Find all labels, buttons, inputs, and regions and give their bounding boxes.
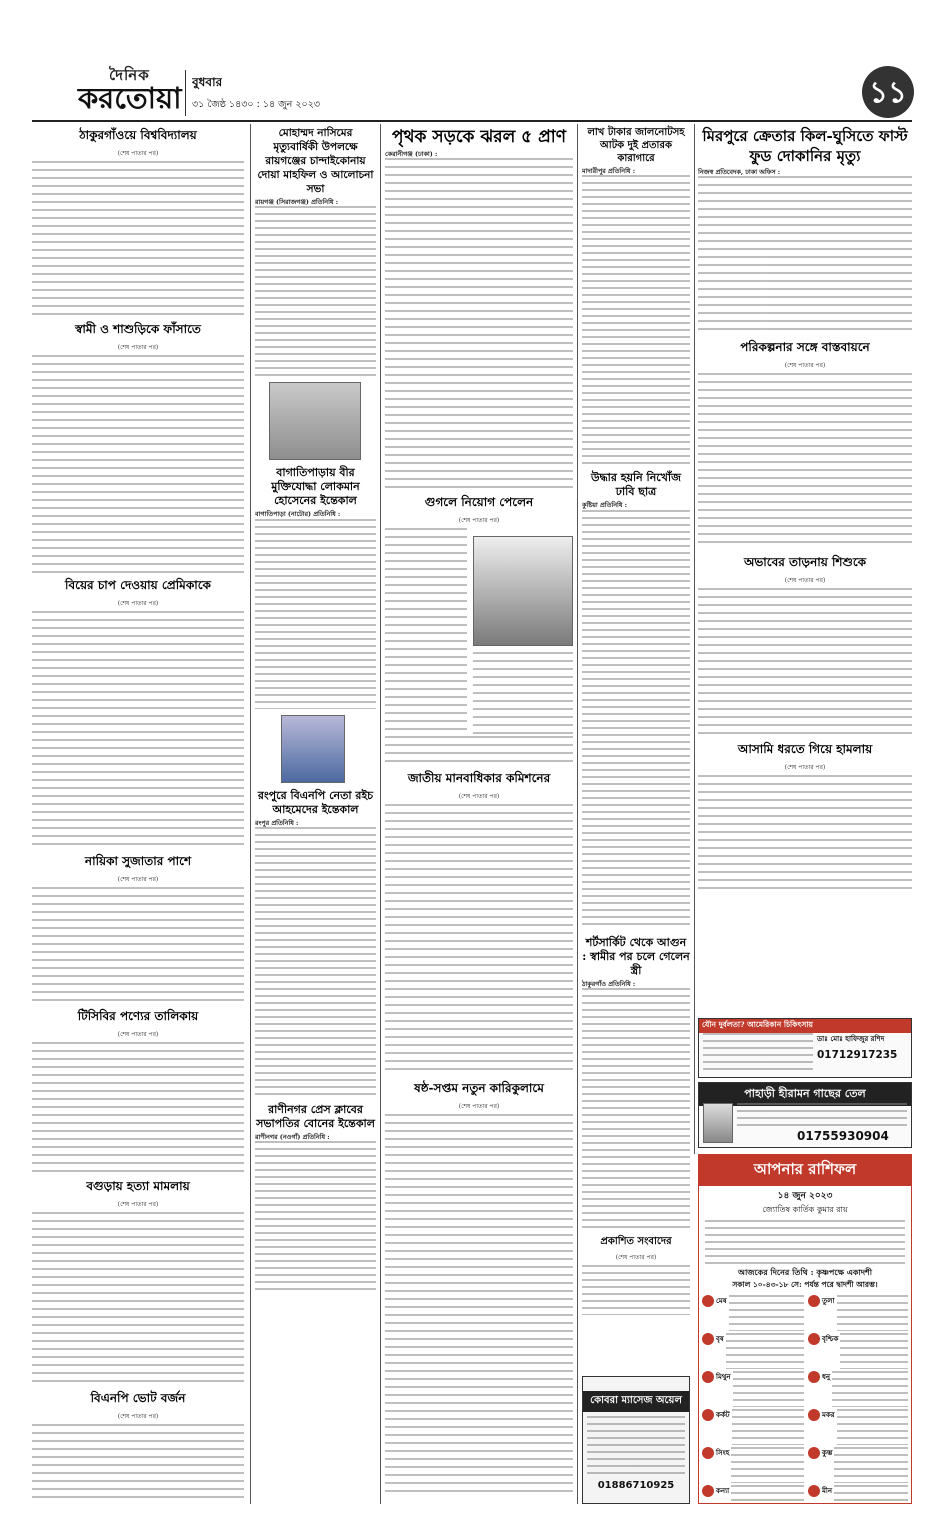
article-marriage	[32, 577, 244, 849]
continued-label: (শেষ পাতার পর)	[117, 876, 159, 883]
article-press-club	[255, 1103, 376, 1291]
article-correction	[582, 1234, 690, 1315]
article-accused	[698, 741, 912, 895]
ad-ayurvedic	[582, 1376, 690, 1504]
article-bnp-leader	[255, 715, 376, 1097]
ad-phone: 01712917235	[817, 1049, 898, 1061]
headline: বিয়ের চাপ দেওয়ায় প্রেমিকাকে	[65, 578, 211, 592]
headline: নায়িকা সুজাতার পাশে	[84, 854, 192, 868]
ad-phone: 01886710925	[597, 1480, 675, 1491]
article-body	[32, 1424, 244, 1504]
ad-doctor: ডাঃ মোঃ হাফিজুর রশিদ	[817, 1034, 885, 1043]
ad-photo	[703, 1103, 733, 1143]
byline: বাগাতিপাড়া (নাটোর) প্রতিনিধি :	[255, 510, 341, 519]
sign-name: কর্কট	[716, 1410, 730, 1419]
headline: শর্টসার্কিট থেকে আগুন : স্বামীর পর চলে গেলেন স্ত্রী	[582, 935, 690, 977]
ad-hair-oil	[698, 1082, 912, 1148]
headline: মিরপুরে ক্রেতার কিল-ঘুসিতে ফাস্ট ফুড দোকানির মৃত্যু	[702, 127, 908, 165]
continued-label: (শেষ পাতার পর)	[117, 150, 159, 157]
continued-label: (শেষ পাতার পর)	[458, 793, 500, 801]
article-body	[698, 588, 912, 736]
byline: রায়গঞ্জ (সিরাজগঞ্জ) প্রতিনিধি :	[255, 198, 339, 206]
sign-entry	[702, 1409, 804, 1445]
sign-name: মিথুন	[716, 1372, 731, 1381]
article-body	[385, 528, 467, 736]
continued-label: (শেষ পাতার পর)	[784, 764, 826, 772]
sign-name: মীন	[822, 1486, 833, 1495]
article-body	[385, 1114, 573, 1492]
article-body	[582, 510, 690, 930]
article-body	[32, 355, 244, 573]
article-fake-notes	[582, 126, 690, 465]
rashifal-author: জ্যোতিষ কার্তিক কুমার রায়	[762, 1205, 848, 1214]
article-doa-mahfil	[255, 126, 376, 376]
rashifal-title: আপনার রাশিফল	[699, 1155, 911, 1186]
page-number: ১১	[862, 66, 914, 118]
portrait-photo	[269, 382, 361, 460]
signs-left-column	[702, 1295, 804, 1504]
continued-label: (শেষ পাতার পর)	[117, 1413, 159, 1420]
ad-title: কোবরা ম্যাসেজ অয়েল	[583, 1391, 689, 1412]
article-body	[32, 887, 244, 1004]
article-short-circuit	[582, 936, 690, 1228]
headline: পরিকল্পনার সঙ্গে বাস্তবায়নে	[740, 340, 870, 355]
article-body	[255, 519, 376, 709]
rashifal-box	[698, 1154, 912, 1504]
continued-label: (শেষ পাতার পর)	[117, 344, 159, 351]
article-husband	[32, 321, 244, 573]
headline: ঠাকুরগাঁওয়ে বিশ্ববিদ্যালয়	[79, 128, 197, 142]
continued-label: (শেষ পাতার পর)	[117, 600, 159, 607]
headline: মোহাম্মদ নাসিমের মৃত্যুবার্ষিকী উপলক্ষে রায়গঞ্জের চান্দাইকোনায় দোয়া মাহফিল ও আলোচনা সভা	[257, 127, 374, 195]
article-body	[255, 206, 376, 376]
continued-label: (শেষ পাতার পর)	[784, 362, 826, 370]
article-body	[32, 161, 244, 317]
sign-name: তুলা	[822, 1296, 835, 1305]
article-body	[698, 373, 912, 549]
headline: লাখ টাকার জালনোটসহ আটক দুই প্রতারক কারাগারে	[587, 127, 685, 164]
byline: মাদারীপুর প্রতিনিধি :	[582, 167, 636, 175]
sign-entry	[808, 1295, 908, 1331]
sign-name: বৃষ	[716, 1334, 724, 1343]
signs-right-column	[808, 1295, 908, 1504]
headline: স্বামী ও শাশুড়িকে ফাঁসাতে	[75, 322, 201, 336]
headline: প্রকাশিত সংবাদের	[600, 1235, 672, 1247]
byline: রাণীনগর (নওগাঁ) প্রতিনিধি :	[255, 1132, 330, 1141]
article-body	[255, 1141, 376, 1291]
column-4	[582, 124, 690, 1504]
continued-label: (শেষ পাতার পর)	[458, 1103, 500, 1111]
headline: বিএনপি ভোট বর্জন	[90, 1391, 186, 1405]
article-body	[582, 988, 690, 1228]
sign-name: ধনু	[822, 1372, 831, 1381]
article-body	[32, 1212, 244, 1386]
tithi-title: আজকের দিনের তিথি : কৃষ্ণপক্ষে একাদশী	[737, 1267, 873, 1277]
sign-name: মকর	[822, 1410, 835, 1419]
column-3	[385, 124, 573, 1504]
ad-body	[587, 1416, 685, 1476]
sign-entry	[702, 1333, 804, 1369]
article-body	[698, 775, 912, 895]
masthead-date: ৩১ জৈষ্ঠ ১৪৩০ : ১৪ জুন ২০২৩	[192, 99, 321, 110]
article-curriculum	[385, 1080, 573, 1492]
article-body	[698, 176, 912, 334]
byline: নিজস্ব প্রতিবেদক, ঢাকা অফিস :	[698, 168, 781, 176]
headline: আসামি ধরতে গিয়ে হামলায়	[737, 742, 873, 757]
article-body	[385, 804, 573, 1074]
article-body	[385, 736, 573, 764]
ad-body	[703, 1033, 813, 1073]
article-planning	[698, 339, 912, 549]
portrait-photo	[281, 715, 345, 783]
masthead-dainik: দৈনিক	[109, 66, 150, 84]
headline: গুগলে নিয়োগ পেলেন	[424, 495, 534, 510]
sign-entry	[702, 1447, 804, 1483]
ad-title: যৌন দুর্বলতা? আমেরিকান চিকিৎসায়	[699, 1019, 911, 1033]
ad-body	[737, 1103, 907, 1127]
article-body	[255, 827, 376, 1097]
sign-entry	[808, 1333, 908, 1369]
headline: পৃথক সড়কে ঝরল ৫ প্রাণ	[391, 127, 567, 147]
byline: রংপুর প্রতিনিধি :	[255, 818, 299, 827]
article-body	[473, 652, 573, 736]
article-body	[32, 611, 244, 849]
portrait-photo	[473, 536, 573, 646]
sign-name: কন্যা	[716, 1486, 730, 1495]
article-body	[32, 1042, 244, 1174]
article-thakurgaon	[32, 127, 244, 317]
continued-label: (শেষ পাতার পর)	[117, 1201, 159, 1208]
headline: রাণীনগর প্রেস ক্লাবের সভাপতির বোনের ইন্তেকাল	[256, 1102, 375, 1130]
sign-entry	[808, 1371, 908, 1407]
masthead-day: বুধবার	[192, 75, 223, 89]
sign-name: সিংহ	[716, 1448, 730, 1457]
article-poverty	[698, 554, 912, 736]
column-1	[32, 124, 244, 1504]
sign-name: কুম্ভ	[822, 1448, 833, 1457]
column-2	[255, 124, 376, 1504]
article-bnp-boycott	[32, 1390, 244, 1504]
headline: রংপুরে বিএনপি নেতা রইচ আহমেদের ইন্তেকাল	[257, 788, 374, 816]
headline: ষষ্ঠ-সপ্তম নতুন কারিকুলামে	[414, 1081, 544, 1096]
article-mirpur	[698, 126, 912, 334]
sign-entry	[702, 1371, 804, 1407]
article-freedom-fighter	[255, 382, 376, 708]
article-road-accident	[385, 126, 573, 488]
sign-name: বৃশ্চিক	[822, 1334, 839, 1343]
sign-name: মেষ	[716, 1296, 727, 1305]
article-google	[385, 494, 573, 764]
headline: টিসিবির পণ্যের তালিকায়	[77, 1009, 199, 1023]
headline: বাগাতিপাড়ায় বীর মুক্তিযোদ্ধা লোকমান হোসেনের ইন্তেকাল	[271, 466, 360, 508]
tithi-time: সকাল ১০-৪৩-১৮ সে: পর্যন্ত পরে দ্বাদশী আরম্ভ।	[732, 1280, 878, 1289]
article-body	[582, 1265, 690, 1315]
article-missing-student	[582, 471, 690, 929]
continued-label: (শেষ পাতার পর)	[117, 1031, 159, 1038]
article-murder-case	[32, 1178, 244, 1386]
headline: বগুড়ায় হত্যা মামলায়	[86, 1179, 190, 1193]
continued-label: (শেষ পাতার পর)	[615, 1253, 657, 1261]
byline: কুষ্টিয়া প্রতিনিধি :	[582, 501, 628, 510]
article-body	[582, 175, 690, 465]
byline: কেরানীগঞ্জ (ঢাকা) :	[385, 150, 438, 158]
article-body	[385, 158, 573, 488]
ad-phone: 01755930904	[797, 1129, 889, 1143]
article-human-rights	[385, 770, 573, 1074]
sign-entry	[702, 1295, 804, 1331]
ad-title: পাহাড়ী হীরামন গাছের তেল	[699, 1083, 911, 1106]
article-tcb	[32, 1008, 244, 1174]
headline: জাতীয় মানবাধিকার কমিশনের	[407, 771, 551, 786]
headline: উদ্ধার হয়নি নিখোঁজ ঢাবি ছাত্র	[591, 471, 681, 499]
masthead-title: করতোয়া	[78, 81, 182, 115]
sign-entry	[702, 1485, 804, 1504]
continued-label: (শেষ পাতার পর)	[784, 577, 826, 585]
ad-homeo	[698, 1018, 912, 1078]
sign-entry	[808, 1485, 908, 1504]
continued-label: (শেষ পাতার পর)	[458, 517, 500, 525]
rashifal-signs	[699, 1295, 911, 1504]
article-heroine	[32, 853, 244, 1004]
rashifal-date: ১৪ জুন ২০২৩	[777, 1191, 833, 1201]
sign-entry	[808, 1447, 908, 1483]
headline: অভাবের তাড়নায় শিশুকে	[743, 555, 867, 570]
sign-entry	[808, 1409, 908, 1445]
rashifal-intro	[705, 1220, 905, 1264]
byline: ঠাকুরগাঁও প্রতিনিধি :	[582, 979, 636, 988]
